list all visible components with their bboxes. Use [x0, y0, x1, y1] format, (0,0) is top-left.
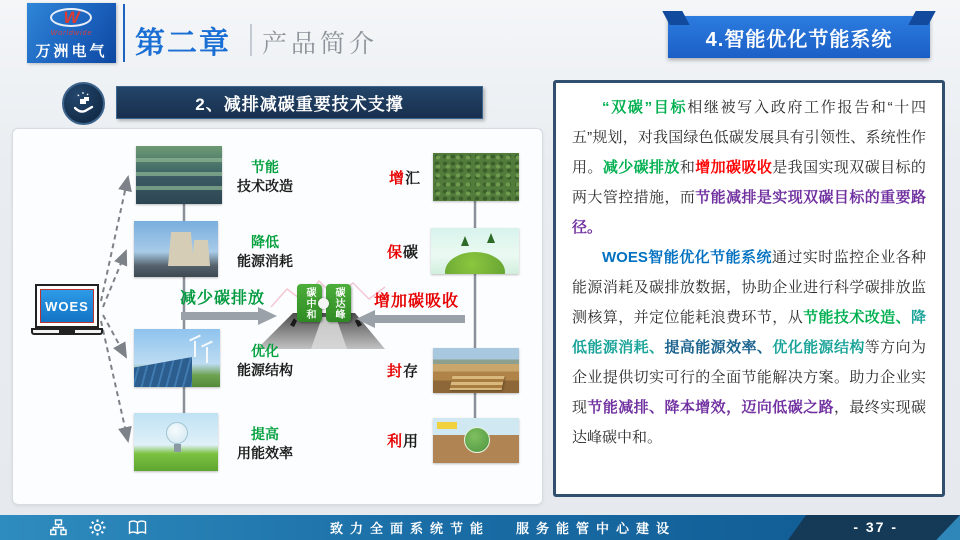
footer-bar — [0, 515, 960, 540]
label-optimize-structure: 优化 能源结构 — [237, 343, 293, 378]
footer-icons — [50, 519, 147, 536]
label-energy-retrofit: 节能 技术改造 — [237, 159, 293, 194]
logo-w-icon: W — [48, 7, 96, 29]
header-divider — [123, 4, 125, 62]
system-ribbon — [668, 16, 930, 58]
image-carbon-utilization — [433, 418, 519, 463]
gear-icon — [89, 519, 106, 536]
page-number: - 37 - — [853, 519, 898, 535]
label-increase-sink: 增汇 — [389, 170, 422, 187]
book-icon — [128, 520, 147, 536]
slogan-part-1: 致力全面系统节能 — [330, 521, 491, 536]
footer-slogan — [330, 515, 676, 540]
image-green-bulb — [134, 413, 218, 471]
slogan-part-2: 服务能管中心建设 — [516, 521, 677, 536]
company-logo — [27, 3, 116, 63]
label-utilization: 利用 — [387, 433, 420, 450]
image-geological-storage — [433, 348, 519, 393]
label-improve-efficiency: 提高 用能效率 — [237, 426, 293, 461]
label-reduce-consumption: 降低 能源消耗 — [237, 234, 293, 269]
subsection-banner — [116, 86, 483, 119]
carbon-diagram-panel — [12, 128, 543, 505]
subsection-title: 2、减排减碳重要技术支撑 — [195, 95, 404, 114]
image-forest — [433, 153, 519, 201]
description-panel — [553, 80, 945, 497]
image-power-plant — [134, 221, 218, 277]
chapter-title: 第二章 — [135, 27, 231, 60]
woes-laptop-icon — [31, 284, 103, 342]
paragraph-dual-carbon: “双碳”目标相继被写入政府工作报告和“十四五”规划，对我国绿色低碳发展具有引领性、系统性作用。减少碳排放和增加碳吸收是我国实现双碳目标的两大管控措施，而节能减排是实现双碳目标的重要路径。 — [572, 99, 926, 236]
title-separator — [250, 24, 252, 56]
logo-company-name: 万洲电气 — [35, 43, 108, 60]
woes-label: WOES — [40, 289, 94, 323]
ribbon-label: 4.智能优化节能系统 — [705, 28, 893, 51]
section-title: 产品简介 — [262, 30, 379, 58]
text-increase-absorption: 增加碳吸收 — [374, 293, 460, 310]
text-reduce-carbon: 减少碳排放 — [180, 290, 266, 307]
hand-gift-icon — [62, 82, 105, 125]
label-protect-carbon: 保碳 — [387, 244, 420, 261]
paragraph-woes-system: WOES智能优化节能系统通过实时监控企业各种能源消耗及碳排放数据，协助企业进行科学碳排放监测核算，并定位能耗浪费环节，从节能技术改造、降低能源消耗、提高能源效率、优化能源结构等方向为企业提供切实可行的全面节能解决方案。助力企业实现节能减排、降本增效，迈向低碳之路，最终实现碳达峰碳中和。 — [572, 249, 926, 446]
image-energy-retrofit — [136, 146, 222, 204]
label-sequestration: 封存 — [387, 363, 420, 380]
puzzle-carbon-neutral: 碳中和 — [297, 284, 322, 322]
image-wind-solar — [134, 329, 220, 387]
sitemap-icon — [50, 519, 67, 536]
puzzle-carbon-peak: 碳达峰 — [326, 284, 351, 322]
image-green-hill — [431, 228, 519, 274]
puzzle-connector — [318, 298, 329, 309]
logo-subtitle: Worldwide — [50, 30, 93, 37]
